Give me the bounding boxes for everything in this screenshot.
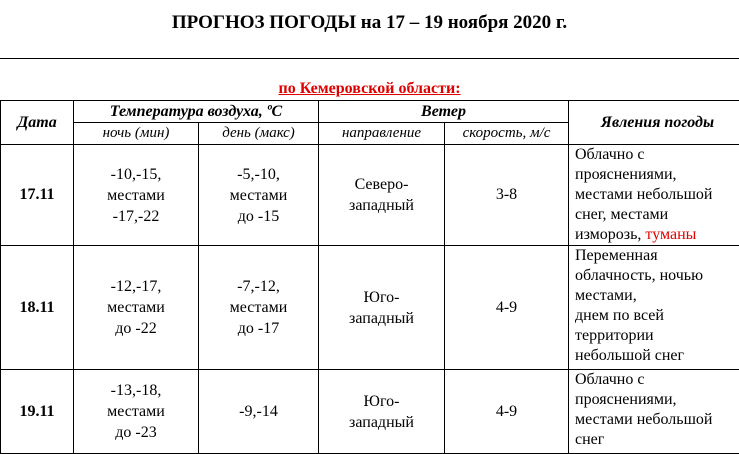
divider bbox=[0, 58, 739, 59]
table-row bbox=[1, 145, 739, 246]
region-heading: по Кемеровской области: bbox=[0, 80, 739, 98]
row-date: 19.11 bbox=[1, 370, 74, 454]
header-day: день (макс) bbox=[199, 123, 319, 145]
row-date: 17.11 bbox=[1, 145, 74, 246]
table-row bbox=[1, 246, 739, 370]
header-date: Дата bbox=[1, 101, 74, 145]
wind-speed: 3-8 bbox=[445, 145, 569, 246]
header-temperature: Температура воздуха, ºС bbox=[74, 101, 319, 123]
wind-direction: Северо- западный bbox=[319, 145, 445, 246]
header-speed: скорость, м/с bbox=[445, 123, 569, 145]
table-row bbox=[1, 370, 739, 454]
wind-speed: 4-9 bbox=[445, 246, 569, 370]
night-temp: -10,-15, местами -17,-22 bbox=[74, 145, 199, 246]
forecast-table bbox=[0, 100, 739, 454]
fog-warning: туманы bbox=[645, 226, 696, 243]
night-temp: -13,-18, местами до -23 bbox=[74, 370, 199, 454]
wind-direction: Юго- западный bbox=[319, 370, 445, 454]
page-title: ПРОГНОЗ ПОГОДЫ на 17 – 19 ноября 2020 г. bbox=[0, 12, 739, 34]
header-night: ночь (мин) bbox=[74, 123, 199, 145]
weather-phenomena: Облачно с прояснениями, местами небольшой снег, местами изморозь, туманы bbox=[569, 145, 739, 246]
wind-direction: Юго- западный bbox=[319, 246, 445, 370]
row-date: 18.11 bbox=[1, 246, 74, 370]
day-temp: -9,-14 bbox=[199, 370, 319, 454]
day-temp: -5,-10, местами до -15 bbox=[199, 145, 319, 246]
weather-phenomena: Переменная облачность, ночью местами, днем по всей территории небольшой снег bbox=[569, 246, 739, 370]
header-phenomena: Явления погоды bbox=[569, 101, 739, 145]
day-temp: -7,-12, местами до -17 bbox=[199, 246, 319, 370]
night-temp: -12,-17, местами до -22 bbox=[74, 246, 199, 370]
header-wind: Ветер bbox=[319, 101, 569, 123]
weather-phenomena: Облачно с прояснениями, местами небольшой снег bbox=[569, 370, 739, 454]
wind-speed: 4-9 bbox=[445, 370, 569, 454]
header-direction: направление bbox=[319, 123, 445, 145]
